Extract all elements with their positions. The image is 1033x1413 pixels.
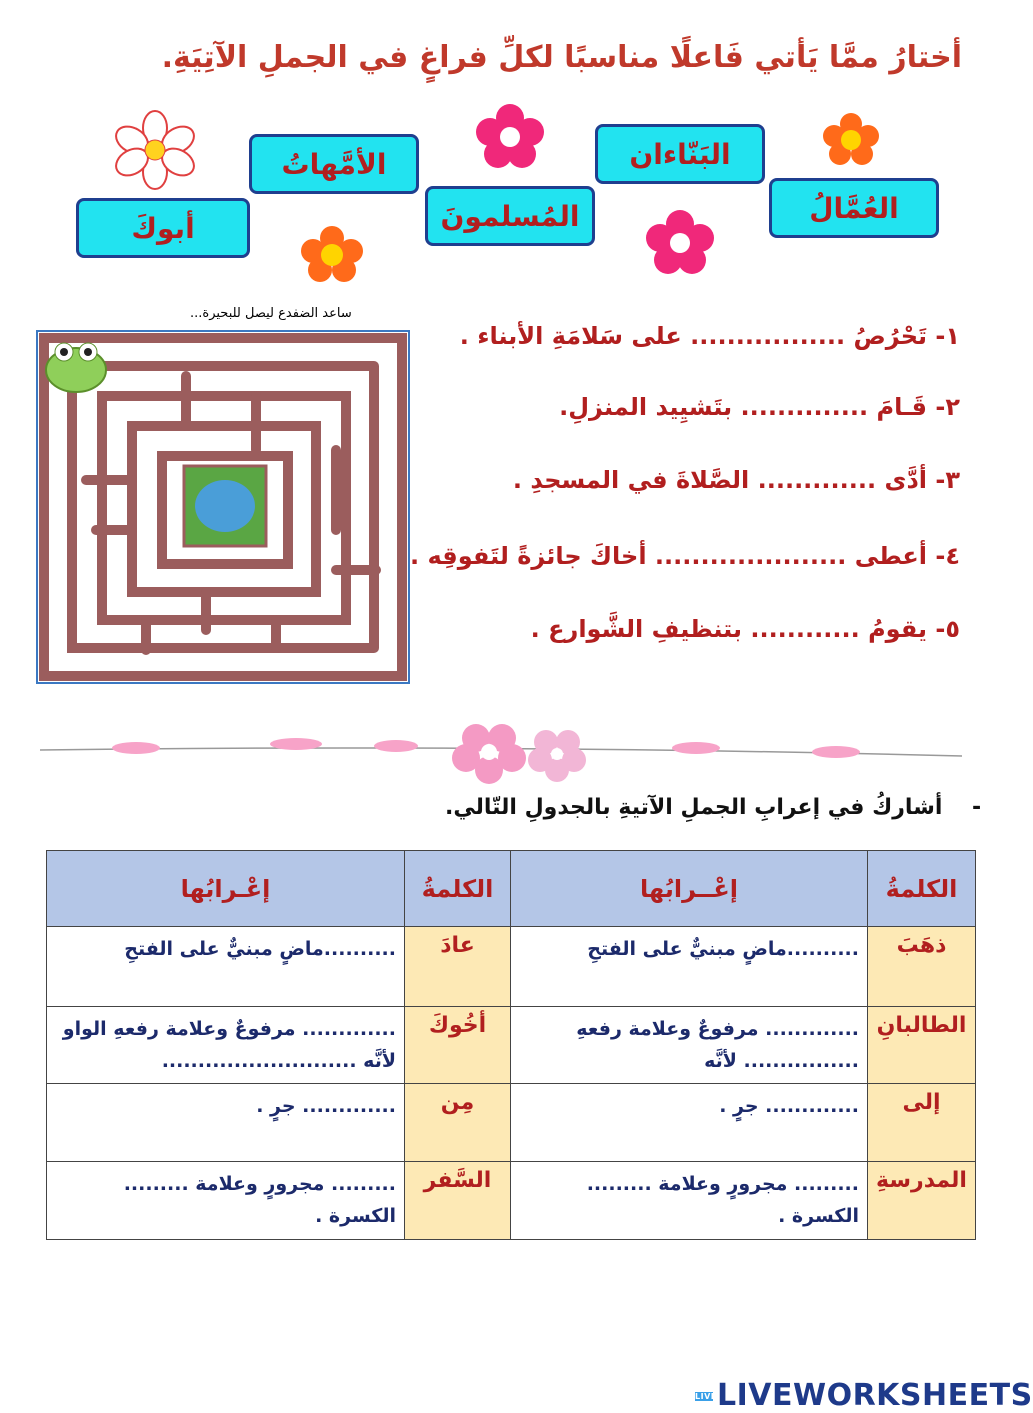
parsing-cell[interactable]: ......... مجرورٍ وعلامة ......... الكسرة . bbox=[511, 1162, 868, 1240]
header-parsing: إعْـرابُها bbox=[47, 851, 405, 927]
table-row bbox=[47, 1084, 976, 1162]
parsing-cell[interactable]: ............. جرٍ . bbox=[47, 1084, 405, 1162]
section2-bullet: - bbox=[972, 795, 982, 820]
table-row bbox=[47, 1162, 976, 1240]
sentence-4: ٤- أعطى ..................... أخاكَ جائزةً لتَفوقِه . bbox=[410, 542, 960, 570]
parsing-cell[interactable]: ............. جرٍ . bbox=[511, 1084, 868, 1162]
floral-divider bbox=[36, 716, 966, 786]
header-word: الكلمةُ bbox=[868, 851, 976, 927]
parsing-cell[interactable]: ......... مجرورٍ وعلامة ......... الكسرة . bbox=[47, 1162, 405, 1240]
word-option[interactable]: العُمَّالُ bbox=[769, 178, 939, 238]
parsing-cell[interactable]: ............. مرفوعٌ وعلامة رفعهِ الواو لأنَّه ........................... bbox=[47, 1007, 405, 1084]
logo-badge: LIVE bbox=[695, 1392, 717, 1401]
pink-flower-icon bbox=[476, 104, 544, 168]
word-cell: المدرسةِ bbox=[868, 1162, 976, 1240]
orange-flower-icon bbox=[822, 112, 880, 166]
pink-flower-icon bbox=[646, 210, 714, 274]
section2-title: - أشاركُ في إعرابِ الجملِ الآتيةِ بالجدولِ التّالي. bbox=[445, 795, 982, 820]
sentence-1: ١- تَحْرُصُ ................. على سَلامَةِ الأبناء . bbox=[459, 322, 960, 350]
header-word: الكلمةُ bbox=[405, 851, 511, 927]
parsing-table bbox=[46, 850, 976, 1240]
sentence-3: ٣- أدَّى ............. الصَّلاةَ في المسجدِ . bbox=[512, 466, 960, 494]
word-cell: إلى bbox=[868, 1084, 976, 1162]
word-cell: ذهَبَ bbox=[868, 927, 976, 1007]
word-cell: أخُوكَ bbox=[405, 1007, 511, 1084]
word-option[interactable]: الأمَّهاتُ bbox=[249, 134, 419, 194]
parsing-cell[interactable]: ..........ماضٍ مبنيٌّ على الفتحِ bbox=[511, 927, 868, 1007]
liveworksheets-logo: LIVELIVEWORKSHEETS bbox=[695, 1378, 1033, 1413]
word-cell: السَّفر bbox=[405, 1162, 511, 1240]
orange-flower-icon bbox=[300, 226, 364, 282]
table-row bbox=[47, 927, 976, 1007]
header-parsing: إعْــرابُها bbox=[511, 851, 868, 927]
word-cell: مِن bbox=[405, 1084, 511, 1162]
table-header-row bbox=[47, 851, 976, 927]
word-cell: الطالبانِ bbox=[868, 1007, 976, 1084]
parsing-cell[interactable]: ............. مرفوعٌ وعلامة رفعهِ ................ لأنَّه bbox=[511, 1007, 868, 1084]
word-option[interactable]: أبوكَ bbox=[76, 198, 250, 258]
word-option[interactable]: البَنّاءان bbox=[595, 124, 765, 184]
frog-icon bbox=[46, 343, 106, 392]
instruction-title: أختارُ ممَّا يَأتي فَاعلًا مناسبًا لكلِّ فراغٍ في الجملِ الآتِيَةِ. bbox=[161, 40, 962, 75]
table-row bbox=[47, 1007, 976, 1084]
sentence-5: ٥- يقومُ ............ بتنظيفِ الشَّوارع . bbox=[530, 615, 960, 643]
maze-caption: ساعد الضفدع ليصل للبحيرة... bbox=[190, 306, 352, 321]
flower-outline-icon bbox=[112, 110, 198, 190]
frog-maze[interactable] bbox=[36, 330, 410, 684]
sentence-2: ٢- قَـامَ .............. بتَشيِيد المنزلِ. bbox=[559, 393, 960, 421]
cherry-blossom-icon bbox=[452, 724, 526, 784]
word-option[interactable]: المُسلمونَ bbox=[425, 186, 595, 246]
word-cell: عادَ bbox=[405, 927, 511, 1007]
parsing-cell[interactable]: ..........ماضٍ مبنيٌّ على الفتحِ bbox=[47, 927, 405, 1007]
